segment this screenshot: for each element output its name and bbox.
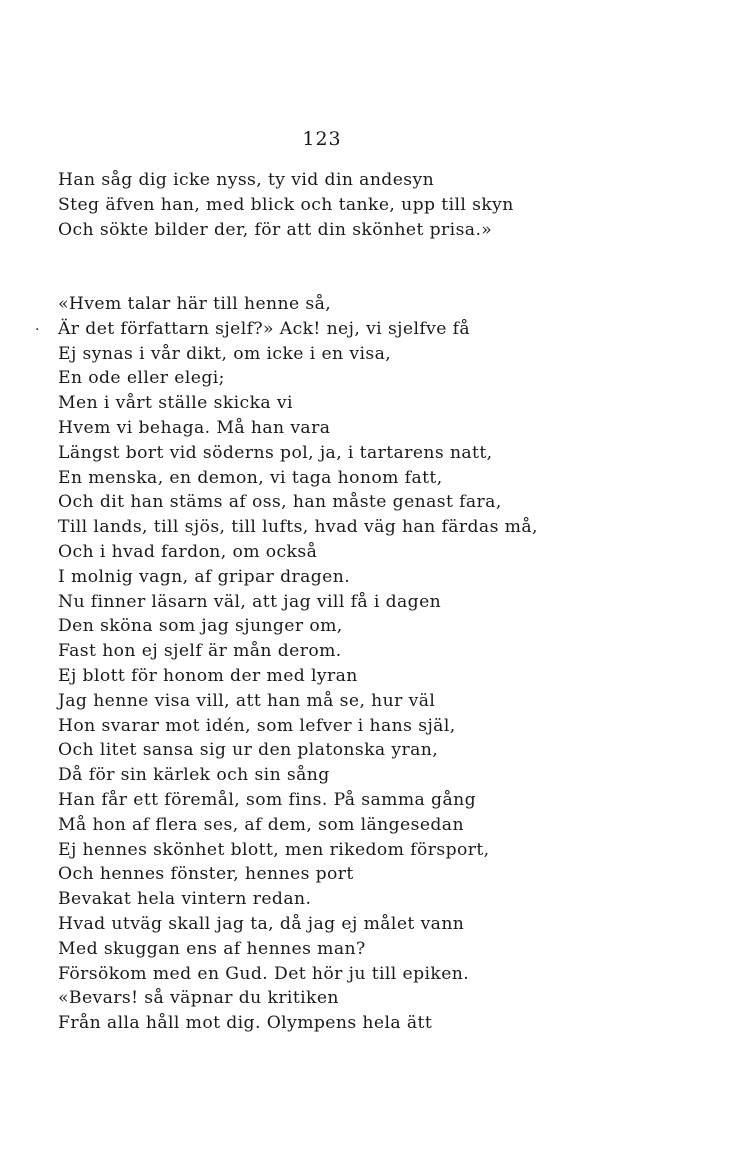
verse-line: Må hon af flera ses, af dem, som längesedan	[58, 814, 464, 835]
verse-line: Hon svarar mot idén, som lefver i hans själ,	[58, 715, 456, 736]
verse-line: Från alla håll mot dig. Olympens hela ätt	[58, 1013, 433, 1034]
verse-line: Hvad utväg skall jag ta, då jag ej målet vann	[58, 913, 465, 934]
verse-line: Till lands, till sjös, till lufts, hvad väg han färdas må,	[58, 517, 538, 538]
verse-line: Den sköna som jag sjunger om,	[58, 616, 343, 637]
verse-line: Han såg dig icke nyss, ty vid din andesyn	[58, 170, 435, 190]
verse-line: Han får ett föremål, som fins. På samma gång	[58, 789, 476, 810]
verse-line: Ej blott för honom der med lyran	[58, 665, 358, 686]
page-number: 123	[302, 128, 342, 150]
verse-line: Hvem vi behaga. Må han vara	[58, 417, 331, 438]
verse-line: Ej hennes skönhet blott, men rikedom försport,	[58, 839, 490, 860]
verse-line: Nu finner läsarn väl, att jag vill få i dagen	[58, 591, 442, 612]
verse-line: Och dit han stäms af oss, han måste genast fara,	[58, 492, 502, 513]
verse-line: Och sökte bilder der, för att din skönhet prisa.»	[58, 219, 493, 240]
verse-line: I molnig vagn, af gripar dragen.	[58, 566, 351, 587]
verse-line: «Bevars! så väpnar du kritiken	[58, 988, 339, 1009]
verse-line: Längst bort vid söderns pol, ja, i tartarens natt,	[58, 442, 493, 463]
verse-line: «Hvem talar här till henne så,	[58, 294, 332, 314]
verse-line: Försökom med en Gud. Det hör ju till epiken.	[58, 963, 470, 984]
verse-line: Bevakat hela vintern redan.	[58, 889, 312, 910]
stanza-2	[58, 292, 718, 1036]
verse-line: Då för sin kärlek och sin sång	[58, 765, 330, 786]
verse-line: Är det författarn sjelf?» Ack! nej, vi sjelfve få	[58, 318, 471, 339]
verse-line: Och i hvad fardon, om också	[58, 541, 318, 562]
verse-line: Steg äfven han, med blick och tanke, upp till skyn	[58, 194, 514, 215]
verse-line: En ode eller elegi;	[58, 368, 225, 389]
verse-line: Och hennes fönster, hennes port	[58, 864, 354, 885]
verse-line: Fast hon ej sjelf är mån derom.	[58, 641, 342, 662]
verse-line: Och litet sansa sig ur den platonska yran,	[58, 740, 439, 761]
stanza-1	[58, 168, 718, 242]
verse-line: En menska, en demon, vi taga honom fatt,	[58, 467, 443, 488]
verse-line: Ej synas i vår dikt, om icke i en visa,	[58, 343, 392, 364]
verse-line: Jag henne visa vill, att han må se, hur väl	[58, 690, 436, 711]
margin-mark: .	[35, 318, 40, 334]
verse-line: Med skuggan ens af hennes man?	[58, 938, 366, 959]
verse-line: Men i vårt ställe skicka vi	[58, 393, 293, 414]
